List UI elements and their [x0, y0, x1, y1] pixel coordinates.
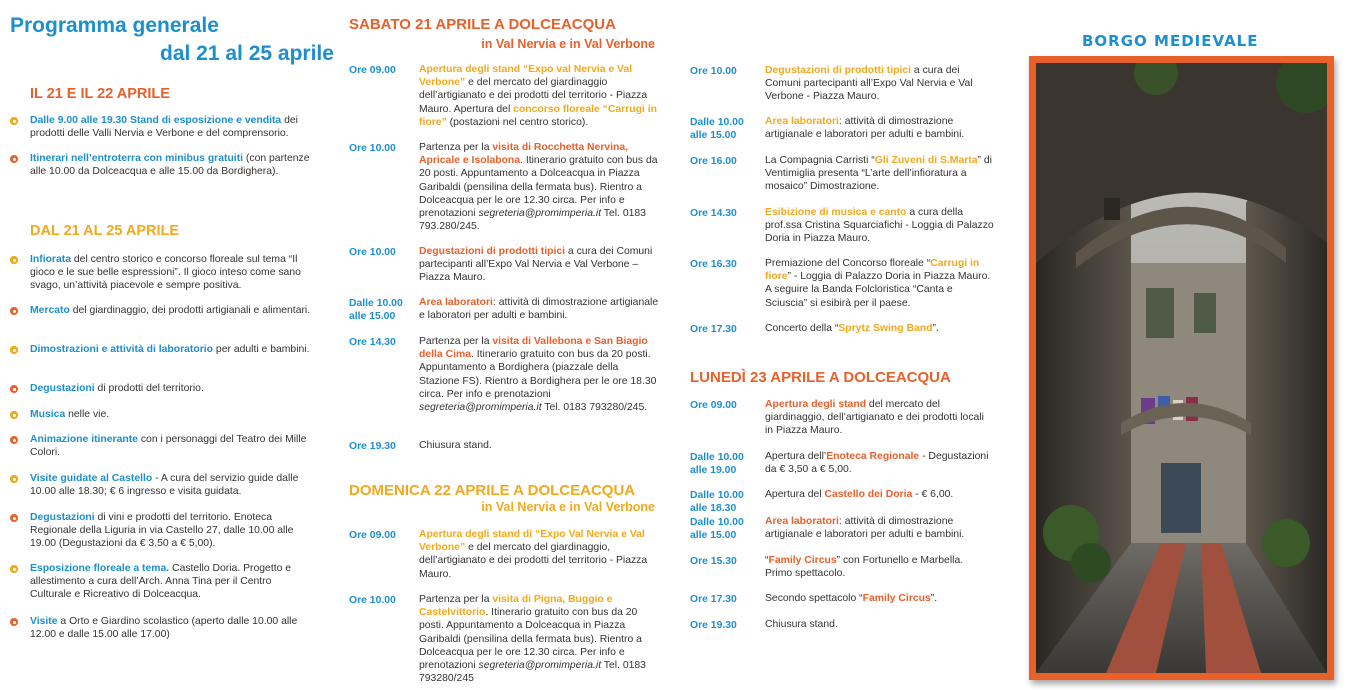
event-time: Dalle 10.00 alle 15.00	[349, 298, 403, 322]
section-title-21-25: DAL 21 AL 25 APRILE	[30, 223, 180, 239]
bullet-icon	[10, 618, 18, 626]
event-desc: Apertura degli stand “Expo val Nervia e Val Verbone” e del mercato del giardinaggio dell’artigianato e dei prodotti del territorio - Piazza Mauro. Apertura del concorso floreale “Carrugi in fiore” (postazioni nel centro storico).	[419, 64, 657, 128]
bullet-icon	[10, 155, 18, 163]
bullet-icon	[10, 256, 18, 264]
event-time: Ore 10.00	[349, 595, 396, 606]
page-title-line1: Programma generale	[10, 14, 219, 37]
list-item: Degustazioni di prodotti del territorio.	[30, 383, 204, 394]
event-desc: Apertura del Castello dei Doria - € 6,00.	[765, 489, 954, 500]
list-item: Esposizione floreale a tema. Castello Doria. Progetto e allestimento a cura dell’Arch. Anna Tina per il Centro Culturale e Ricreativo di Dolceacqua.	[30, 563, 292, 601]
event-time: Ore 10.00	[349, 143, 396, 154]
bullet-icon	[10, 411, 18, 419]
event-desc: Apertura degli stand del mercato del giardinaggio, dell’artigianato e dei prodotti locali in Piazza Mauro.	[765, 399, 984, 437]
list-item: Infiorata del centro storico e concorso floreale sul tema “Il gioco e le sue belle espressioni”. Il gioco inteso come sano svago, un’attività piacevole e sempre positiva.	[30, 254, 301, 292]
event-time: Dalle 10.00 alle 19.00	[690, 452, 744, 476]
event-desc: Apertura dell’Enoteca Regionale - Degustazioni da € 3,50 a € 5,00.	[765, 451, 989, 476]
bullet-icon	[10, 385, 18, 393]
list-item: Dalle 9.00 alle 19.30 Stand di esposizione e vendita dei prodotti delle Valli Nervia e Verbone e del comprensorio.	[30, 115, 298, 140]
event-desc: Area laboratori: attività di dimostrazione artigianale e laboratori per adulti e bambini.	[419, 297, 659, 322]
photo-caption: BORGO MEDIEVALE	[1082, 32, 1259, 50]
list-item: Animazione itinerante con i personaggi del Teatro dei Mille Colori.	[30, 434, 307, 459]
event-time: Ore 19.30	[349, 441, 396, 452]
day-subtitle-saturday: in Val Nervia e in Val Verbone	[481, 37, 655, 51]
list-item: Visite a Orto e Giardino scolastico (aperto dalle 10.00 alle 12.00 e dalle 15.00 alle 17.00)	[30, 616, 298, 641]
event-desc: Concerto della “Sprytz Swing Band”.	[765, 323, 939, 334]
event-desc: Degustazioni di prodotti tipici a cura dei Comuni partecipanti all’Expo Val Nervia e Val Verbone – Piazza Mauro.	[419, 246, 653, 284]
event-time: Ore 14.30	[690, 208, 737, 219]
event-time: Ore 09.00	[349, 65, 396, 76]
event-time: Ore 19.30	[690, 620, 737, 631]
day-subtitle-sunday: in Val Nervia e in Val Verbone	[481, 500, 655, 514]
event-time: Dalle 10.00 alle 15.00	[690, 117, 744, 141]
event-time: Ore 17.30	[690, 594, 737, 605]
list-item: Musica nelle vie.	[30, 409, 110, 420]
bullet-icon	[10, 475, 18, 483]
event-desc: Apertura degli stand di “Expo Val Nervia e Val Verbone” e del mercato del giardinaggio, dell’artigianato e dei prodotti del territorio - Piazza Mauro.	[419, 529, 648, 580]
list-item: Degustazioni di vini e prodotti del territorio. Enoteca Regionale della Liguria in via Castello 27, dalle 10.00 alle 19.00 (Degustazioni da € 3,50 a € 5,00).	[30, 512, 294, 550]
list-item: Dimostrazioni e attività di laboratorio per adulti e bambini.	[30, 344, 310, 355]
event-desc: Partenza per la visita di Pigna, Buggio e Castelvittorio. Itinerario gratuito con bus da 20 posti. Appuntamento a Dolceacqua in Piazza Garibaldi (pensilina della fermata bus). Rientro a Dolceacqua per le ore 12.30 circa. Per info e prenotazioni segreteria@promimperia.it Tel. 0183 793280/245	[419, 594, 646, 685]
bullet-icon	[10, 117, 18, 125]
event-time: Ore 15.30	[690, 556, 737, 567]
event-desc: Degustazioni di prodotti tipici a cura dei Comuni partecipanti all’Expo Val Nervia e Val Verbone - Piazza Mauro.	[765, 65, 973, 103]
section-title-21-22: IL 21 E IL 22 APRILE	[30, 86, 170, 102]
bullet-icon	[10, 307, 18, 315]
day-title-monday: LUNEDÌ 23 APRILE A DOLCEACQUA	[690, 369, 951, 386]
event-time: Ore 09.00	[349, 530, 396, 541]
bullet-icon	[10, 346, 18, 354]
list-item: Visite guidate al Castello - A cura del servizio guide dalle 10.00 alle 18.30; € 6 ingresso e visita guidata.	[30, 473, 299, 498]
event-desc: Premiazione del Concorso floreale “Carrugi in fiore” - Loggia di Palazzo Doria in Piazza Mauro. A seguire la Banda Folcloristica “Canta e Sciuscia” si esibirà per il paese.	[765, 258, 991, 309]
event-desc: Partenza per la visita di Vallebona e San Biagio della Cima. Itinerario gratuito con bus da 20 posti. Appuntamento a Bordighera (piazzale della Stazione FS). Rientro a Bordighera per le ore 18.30 circa. Per info e prenotazioni segreteria@promimperia.it Tel. 0183 793280/245.	[419, 336, 657, 414]
event-time: Ore 16.00	[690, 156, 737, 167]
event-time: Ore 10.00	[690, 66, 737, 77]
list-item: Itinerari nell’entroterra con minibus gratuiti (con partenze alle 10.00 da Dolceacqua e alle 15.00 da Bordighera).	[30, 153, 310, 178]
event-time: Ore 10.00	[349, 247, 396, 258]
event-desc: Area laboratori: attività di dimostrazione artigianale e laboratori per adulti e bambini.	[765, 516, 965, 541]
event-desc: Esibizione di musica e canto a cura della prof.ssa Cristina Squarciafichi - Loggia di Palazzo Doria in Piazza Mauro.	[765, 207, 994, 245]
event-desc: Area laboratori: attività di dimostrazione artigianale e laboratori per adulti e bambini.	[765, 116, 965, 141]
event-desc: Chiusura stand.	[765, 619, 838, 630]
event-time: Ore 17.30	[690, 324, 737, 335]
list-item: Mercato del giardinaggio, dei prodotti artigianali e alimentari.	[30, 305, 311, 316]
event-desc: Partenza per la visita di Rocchetta Nervina, Apricale e Isolabona. Itinerario gratuito con bus da 20 posti. Appuntamento a Dolceacqua in Piazza Garibaldi (pensilina della fermata bus). Rientro a Dolceacqua per le ore 12.30 circa. Per info e prenotazioni segreteria@promimperia.it Tel. 0183 793.280/245.	[419, 142, 658, 233]
event-desc: “Family Circus” con Fortunello e Marbella. Primo spettacolo.	[765, 555, 964, 580]
day-title-saturday: SABATO 21 APRILE A DOLCEACQUA	[349, 16, 616, 33]
bullet-icon	[10, 565, 18, 573]
event-time: Ore 09.00	[690, 400, 737, 411]
event-desc: La Compagnia Carristi “Gli Zuveni di S.Marta” di Ventimiglia presenta “L’arte dell’infioratura a mosaico” Dimostrazione.	[765, 155, 992, 193]
event-time: Ore 16.30	[690, 259, 737, 270]
event-desc: Secondo spettacolo “Family Circus”.	[765, 593, 938, 604]
event-time: Dalle 10.00 alle 18.30	[690, 490, 744, 514]
bullet-icon	[10, 514, 18, 522]
event-desc: Chiusura stand.	[419, 440, 492, 451]
day-title-sunday: DOMENICA 22 APRILE A DOLCEACQUA	[349, 482, 636, 499]
event-time: Ore 14.30	[349, 337, 396, 348]
medieval-alley-photo	[1036, 63, 1327, 673]
bullet-icon	[10, 436, 18, 444]
page-title-line2: dal 21 al 25 aprile	[160, 42, 334, 65]
event-time: Dalle 10.00 alle 15.00	[690, 517, 744, 541]
